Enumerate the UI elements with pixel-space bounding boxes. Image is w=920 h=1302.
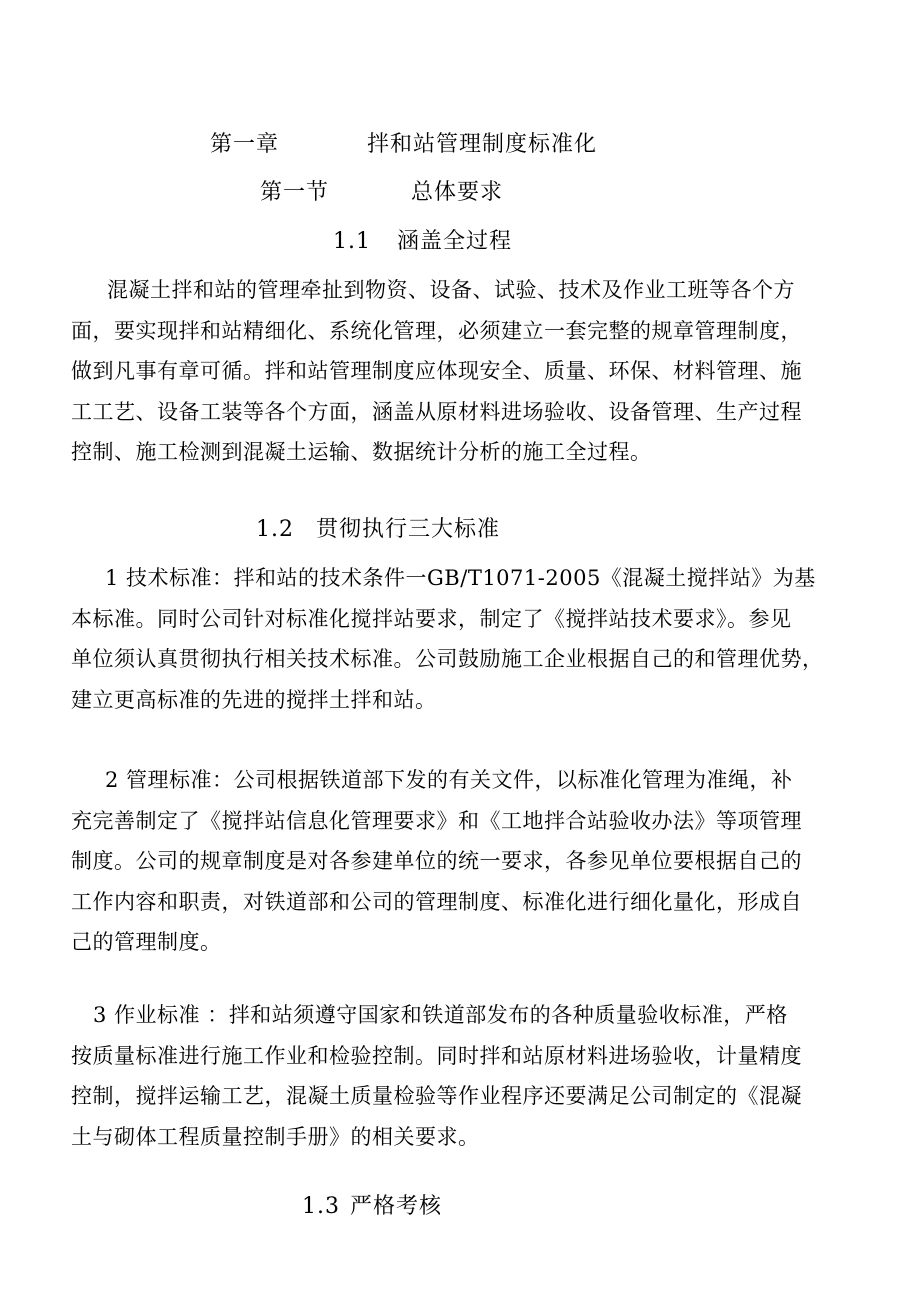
section-title: 总体要求 (411, 180, 504, 205)
text-line: 做到凡事有章可循。拌和站管理制度应体现安全、质量、环保、材料管理、施 (71, 359, 802, 383)
subsection-number: 1.1 (333, 229, 371, 254)
text-line: 3 作业标准 ：拌和站须遵守国家和铁道部发布的各种质量验收标准，严格 (93, 1003, 788, 1027)
text-line: 工作内容和职责，对铁道部和公司的管理制度、标准化进行细化量化，形成自 (71, 889, 802, 914)
text-line: 混凝土拌和站的管理牵扯到物资、设备、试验、技术及作业工班等各个方 (107, 278, 795, 302)
chapter-heading (210, 130, 597, 160)
subsection-heading-1-1 (333, 227, 512, 257)
paragraph-1-2-technical (71, 558, 851, 720)
text-line: 面，要实现拌和站精细化、系统化管理，必须建立一套完整的规章管理制度， (71, 318, 802, 343)
paragraph-1-2-operation (71, 995, 851, 1157)
text-line: 本标准。同时公司针对标准化搅拌站要求，制定了《搅拌站技术要求》。参见 (71, 606, 792, 631)
text-line: 建立更高标准的先进的搅拌土拌和站。 (71, 687, 437, 712)
subsection-number: 1.2 (256, 517, 294, 542)
section-number: 第一节 (260, 180, 330, 205)
text-line: 单位须认真贯彻执行相关技术标准。公司鼓励施工企业根据自己的和管理优势， (71, 647, 824, 671)
text-line: 己的管理制度。 (71, 930, 222, 954)
text-line: 工工艺、设备工装等各个方面，涵盖从原材料进场验收、设备管理、生产过程 (71, 399, 802, 424)
subsection-heading-1-2 (256, 515, 500, 545)
text-line: 制度。公司的规章制度是对各参建单位的统一要求，各参见单位要根据自己的 (71, 849, 802, 873)
text-line: 1 技术标准：拌和站的技术条件一GB/T1071-2005《混凝土搅拌站》为基 (105, 566, 816, 590)
text-line: 按质量标准进行施工作业和检验控制。同时拌和站原材料进场验收，计量精度 (71, 1043, 802, 1068)
subsection-title: 严格考核 (350, 1194, 443, 1219)
text-line: 充完善制定了《搅拌站信息化管理要求》和《工地拌合站验收办法》等项管理 (71, 808, 802, 833)
section-heading (260, 178, 503, 208)
text-line: 控制、施工检测到混凝土运输、数据统计分析的施工全过程。 (71, 440, 652, 464)
subsection-title: 贯彻执行三大标准 (316, 517, 501, 542)
subsection-number: 1.3 (302, 1194, 340, 1219)
text-line: 2 管理标准：公司根据铁道部下发的有关文件，以标准化管理为准绳，补 (105, 768, 793, 792)
subsection-heading-1-3 (302, 1192, 442, 1222)
paragraph-1-1 (71, 270, 851, 473)
paragraph-1-2-management (71, 760, 851, 963)
chapter-title: 拌和站管理制度标准化 (367, 132, 598, 157)
subsection-title: 涵盖全过程 (397, 229, 513, 254)
text-line: 土与砌体工程质量控制手册》的相关要求。 (71, 1124, 480, 1149)
chapter-number: 第一章 (210, 132, 280, 157)
text-line: 控制，搅拌运输工艺，混凝土质量检验等作业程序还要满足公司制定的《混凝 (71, 1084, 802, 1108)
